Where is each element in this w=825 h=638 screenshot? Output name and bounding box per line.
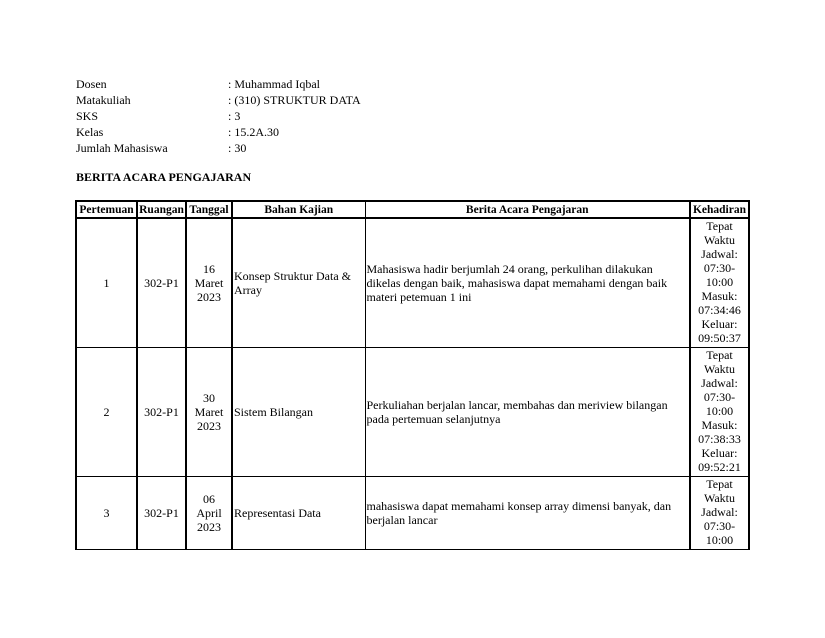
header-ruangan: Ruangan [137, 201, 186, 218]
lecture-info [76, 76, 361, 156]
info-label: Jumlah Mahasiswa [76, 141, 168, 155]
kehadiran-line: Keluar: [701, 446, 738, 460]
header-pertemuan: Pertemuan [76, 201, 137, 218]
tanggal-month: April [196, 506, 222, 520]
info-label: Kelas [76, 125, 104, 139]
cell-berita-acara: mahasiswa dapat memahami konsep array dimensi banyak, dan berjalan lancar [365, 477, 690, 550]
kehadiran-line: Waktu [703, 362, 736, 376]
kehadiran-line: Masuk: [701, 418, 738, 432]
cell-pertemuan: 2 [76, 348, 137, 477]
kehadiran-line: Waktu [703, 491, 736, 505]
tanggal-month: Maret [194, 276, 224, 290]
kehadiran-line: 10:00 [705, 275, 734, 289]
header-bahan-kajian: Bahan Kajian [232, 201, 365, 218]
cell-ruangan: 302-P1 [137, 218, 186, 348]
cell-bahan-kajian: Konsep Struktur Data & Array [232, 218, 365, 348]
info-value: : (310) STRUKTUR DATA [228, 93, 361, 107]
tanggal-month: Maret [194, 405, 224, 419]
kehadiran-line: 07:34:46 [698, 303, 741, 317]
kehadiran-line: Tepat [706, 219, 733, 233]
kehadiran-line: 10:00 [705, 404, 734, 418]
kehadiran-line: Waktu [703, 233, 736, 247]
cell-kehadiran [690, 348, 749, 477]
info-row-matakuliah [76, 92, 361, 108]
header-tanggal: Tanggal [186, 201, 232, 218]
cell-kehadiran [690, 477, 749, 550]
tanggal-day: 16 [203, 262, 215, 276]
cell-pertemuan: 1 [76, 218, 137, 348]
cell-ruangan: 302-P1 [137, 348, 186, 477]
kehadiran-line: 07:30- [703, 519, 736, 533]
cell-pertemuan: 3 [76, 477, 137, 550]
tanggal-year: 2023 [197, 290, 221, 304]
info-label: Dosen [76, 77, 107, 91]
cell-berita-acara: Mahasiswa hadir berjumlah 24 orang, perkulihan dilakukan dikelas dengan baik, mahasiswa dapat memahami dengan baik materi petemuan 1 ini [365, 218, 690, 348]
table-row [76, 218, 749, 348]
header-berita-acara: Berita Acara Pengajaran [365, 201, 690, 218]
kehadiran-line: 07:30- [703, 261, 736, 275]
cell-bahan-kajian: Representasi Data [232, 477, 365, 550]
kehadiran-line: 07:38:33 [698, 432, 741, 446]
cell-ruangan: 302-P1 [137, 477, 186, 550]
cell-berita-acara: Perkuliahan berjalan lancar, membahas dan meriview bilangan pada pertemuan selanjutnya [365, 348, 690, 477]
section-title: BERITA ACARA PENGAJARAN [76, 170, 252, 184]
info-row-jumlah-mahasiswa [76, 140, 361, 156]
info-row-sks [76, 108, 361, 124]
tanggal-day: 06 [203, 492, 215, 506]
kehadiran-line: 07:30- [703, 390, 736, 404]
tanggal-year: 2023 [197, 419, 221, 433]
kehadiran-line: Jadwal: [701, 376, 738, 390]
cell-bahan-kajian: Sistem Bilangan [232, 348, 365, 477]
kehadiran-line: 09:52:21 [698, 460, 741, 474]
cell-kehadiran [690, 218, 749, 348]
table-row [76, 348, 749, 477]
info-value: : 15.2A.30 [228, 125, 279, 139]
bap-table [75, 200, 750, 550]
info-value: : 3 [228, 109, 241, 123]
info-label: Matakuliah [76, 93, 131, 107]
kehadiran-line: Tepat [706, 348, 733, 362]
kehadiran-line: Tepat [706, 477, 733, 491]
table-row [76, 477, 749, 550]
kehadiran-line: 09:50:37 [698, 331, 741, 345]
tanggal-day: 30 [203, 391, 215, 405]
info-value: : Muhammad Iqbal [228, 77, 320, 91]
info-value: : 30 [228, 141, 247, 155]
header-kehadiran: Kehadiran [690, 201, 749, 218]
kehadiran-line: Masuk: [701, 289, 738, 303]
cell-tanggal [186, 477, 232, 550]
table-header-row [76, 201, 749, 218]
cell-tanggal [186, 218, 232, 348]
kehadiran-line: Keluar: [701, 317, 738, 331]
info-label: SKS [76, 109, 99, 123]
info-row-dosen [76, 76, 361, 92]
kehadiran-line: 10:00 [705, 533, 734, 547]
cell-tanggal [186, 348, 232, 477]
kehadiran-line: Jadwal: [701, 247, 738, 261]
tanggal-year: 2023 [197, 520, 221, 534]
kehadiran-line: Jadwal: [701, 505, 738, 519]
info-row-kelas [76, 124, 361, 140]
